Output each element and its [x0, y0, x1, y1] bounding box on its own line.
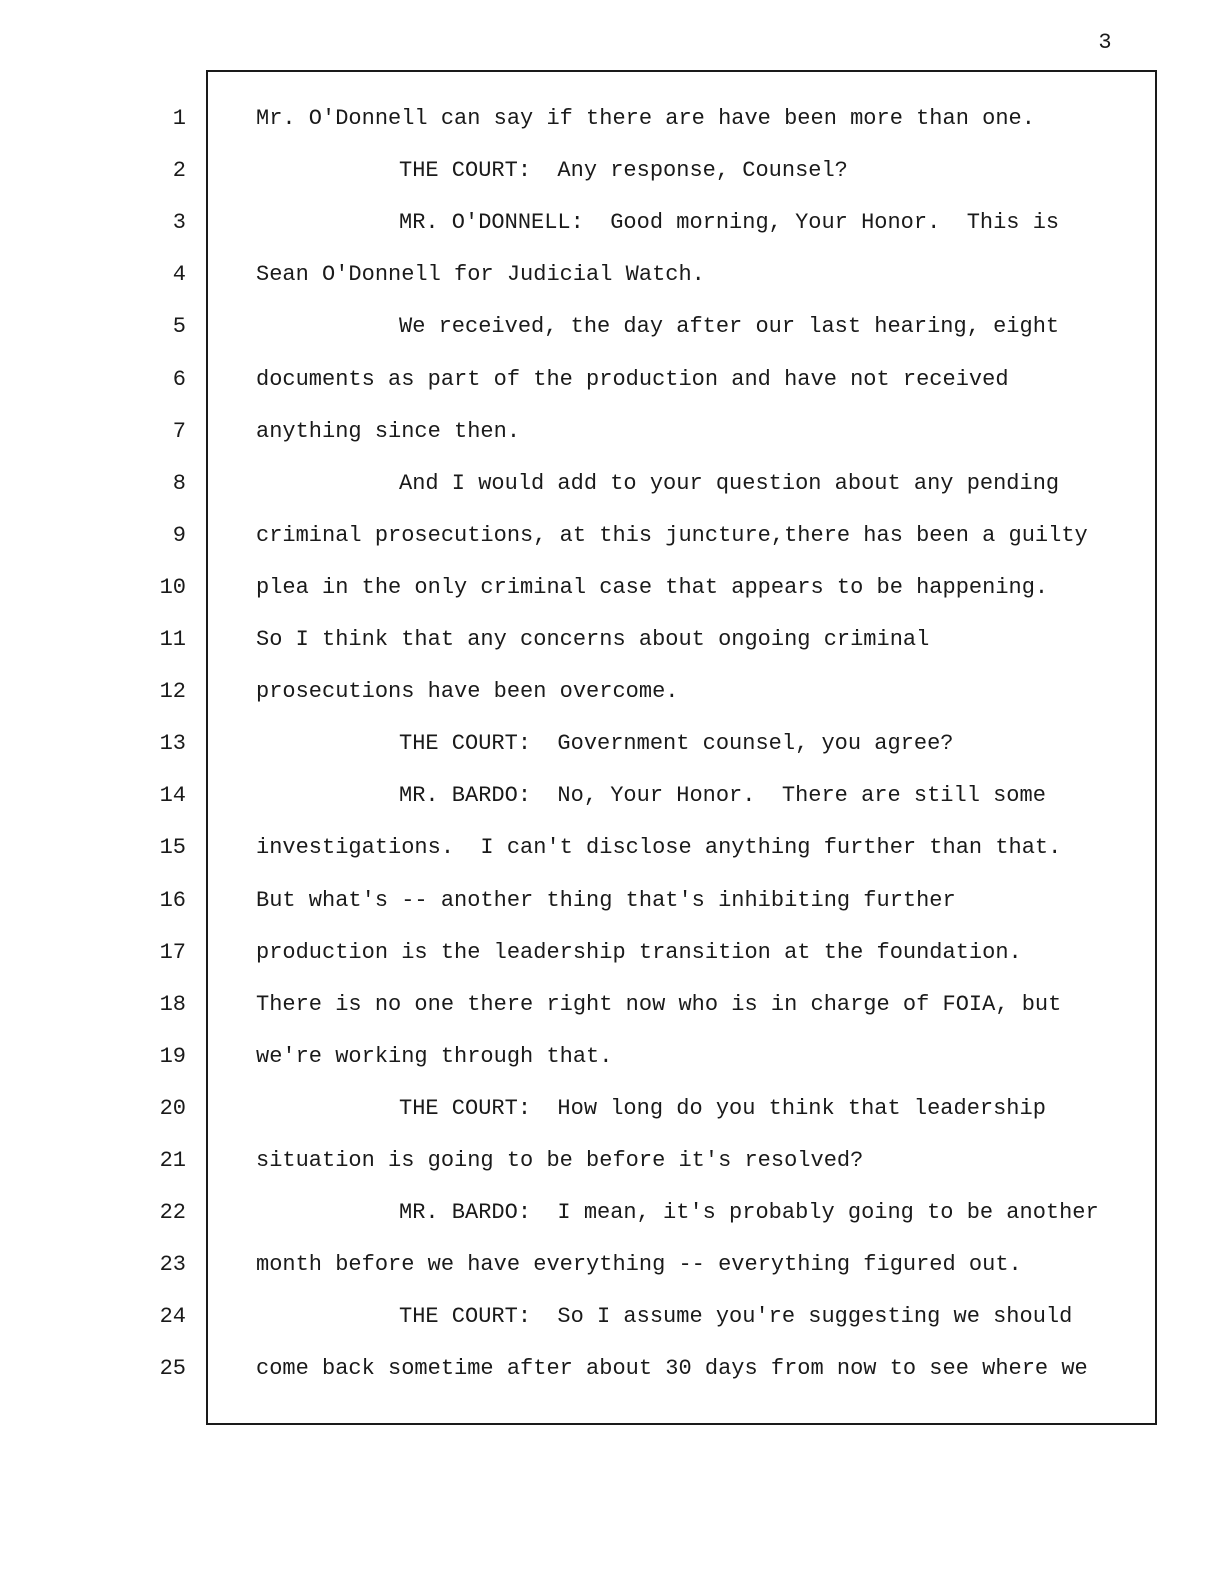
line-number: 12: [159, 679, 186, 704]
line-number: 23: [159, 1252, 186, 1277]
line-number: 15: [159, 835, 186, 860]
line-number: 25: [159, 1356, 186, 1381]
line-number: 17: [159, 940, 186, 965]
transcript-line: THE COURT: Any response, Counsel?: [399, 158, 848, 183]
line-number: 5: [172, 314, 186, 339]
line-number: 2: [172, 158, 186, 183]
transcript-line: THE COURT: How long do you think that leadership: [399, 1096, 1046, 1121]
transcript-line: month before we have everything -- everything figured out.: [256, 1252, 1022, 1277]
line-number: 6: [172, 367, 186, 392]
page-number: 3: [1098, 30, 1112, 55]
line-number: 14: [159, 783, 186, 808]
transcript-line: we're working through that.: [256, 1044, 613, 1069]
line-number: 9: [172, 523, 186, 548]
transcript-line: anything since then.: [256, 419, 521, 444]
line-number: 4: [172, 262, 186, 287]
transcript-line: come back sometime after about 30 days from now to see where we: [256, 1356, 1088, 1381]
line-number: 11: [159, 627, 186, 652]
line-number: 10: [159, 575, 186, 600]
line-number: 3: [172, 210, 186, 235]
transcript-line: But what's -- another thing that's inhibiting further: [256, 888, 956, 913]
line-number: 24: [159, 1304, 186, 1329]
transcript-line: So I think that any concerns about ongoing criminal: [256, 627, 930, 652]
transcript-line: MR. BARDO: I mean, it's probably going to be another: [399, 1200, 1099, 1225]
line-number: 22: [159, 1200, 186, 1225]
transcript-line: We received, the day after our last hearing, eight: [399, 314, 1060, 339]
transcript-line: criminal prosecutions, at this juncture,there has been a guilty: [256, 523, 1088, 548]
line-number: 18: [159, 992, 186, 1017]
transcript-line: production is the leadership transition at the foundation.: [256, 940, 1022, 965]
transcript-line: documents as part of the production and have not received: [256, 367, 1009, 392]
line-number: 16: [159, 888, 186, 913]
transcript-line: THE COURT: Government counsel, you agree?: [399, 731, 954, 756]
transcript-line: MR. O'DONNELL: Good morning, Your Honor. This is: [399, 210, 1060, 235]
line-number: 13: [159, 731, 186, 756]
transcript-line: situation is going to be before it's resolved?: [256, 1148, 864, 1173]
transcript-line: investigations. I can't disclose anything further than that.: [256, 835, 1062, 860]
transcript-line: THE COURT: So I assume you're suggesting we should: [399, 1304, 1073, 1329]
transcript-line: Sean O'Donnell for Judicial Watch.: [256, 262, 705, 287]
line-number: 7: [172, 419, 186, 444]
transcript-line: prosecutions have been overcome.: [256, 679, 679, 704]
transcript-line: Mr. O'Donnell can say if there are have been more than one.: [256, 106, 1035, 131]
transcript-line: MR. BARDO: No, Your Honor. There are still some: [399, 783, 1046, 808]
line-number: 19: [159, 1044, 186, 1069]
transcript-line: plea in the only criminal case that appears to be happening.: [256, 575, 1049, 600]
line-number: 21: [159, 1148, 186, 1173]
transcript-line: And I would add to your question about any pending: [399, 471, 1060, 496]
line-number: 1: [172, 106, 186, 131]
line-number: 8: [172, 471, 186, 496]
transcript-line: There is no one there right now who is in charge of FOIA, but: [256, 992, 1062, 1017]
line-number: 20: [159, 1096, 186, 1121]
